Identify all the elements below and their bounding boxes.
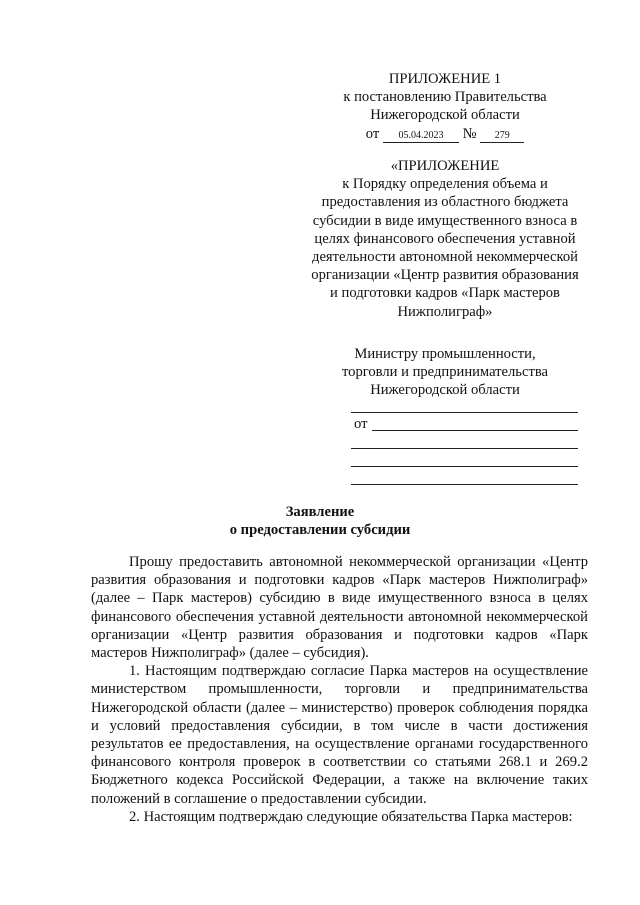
addressee-line: Нижегородской области bbox=[370, 382, 520, 399]
body-paragraph: Прошу предоставить автономной некоммерческой организации «Центр развития образования и подготовки кадров «Парк мастеров Нижполиграф» (далее – Парк мастеров) субсидию в виде имущественного взноса в целях финансового обеспечения уставной деятельности автономной некоммерческой организации «Центр развития образования и подготовки кадров «Парк мастеров Нижполиграф» (далее – субсидия). bbox=[91, 554, 588, 662]
number-value: 279 bbox=[480, 130, 524, 143]
from-label: от bbox=[354, 416, 368, 432]
document-heading bbox=[0, 503, 640, 539]
inner-appendix-line: Нижполиграф» bbox=[397, 303, 493, 320]
blank-line-5 bbox=[351, 484, 578, 485]
blank-line-3 bbox=[351, 448, 578, 449]
blank-line-1 bbox=[351, 412, 578, 413]
appendix-region-line: Нижегородской области bbox=[370, 107, 520, 124]
inner-appendix-line: предоставления из областного бюджета bbox=[321, 194, 569, 211]
inner-appendix-line: к Порядку определения объема и bbox=[342, 176, 548, 193]
inner-appendix bbox=[300, 157, 590, 321]
inner-appendix-line: и подготовки кадров «Парк мастеров bbox=[330, 285, 560, 302]
inner-appendix-line: организации «Центр развития образования bbox=[311, 267, 579, 284]
number-sign: № bbox=[462, 125, 477, 142]
inner-appendix-line: деятельности автономной некоммерческой bbox=[312, 249, 578, 266]
heading-line-1: Заявление bbox=[285, 504, 355, 520]
appendix-header bbox=[300, 70, 590, 143]
body-paragraph: 1. Настоящим подтверждаю согласие Парка мастеров на осуществление министерством промышленности, торговли и предпринимательства Нижегородской области (далее – министерство) проверок соблюдения порядка и условий предоставления субсидии, в том числе в части достижения результатов ее предоставления, на осуществление органами государственного финансового контроля проверок в соответствии со статьями 268.1 и 269.2 Бюджетного кодекса Российской Федерации, а также на включение таких положений в соглашение о предоставлении субсидии. bbox=[91, 663, 588, 807]
blank-line-4 bbox=[351, 466, 578, 467]
date-value: 05.04.2023 bbox=[383, 130, 459, 143]
inner-appendix-line: целях финансового обеспечения уставной bbox=[314, 230, 576, 247]
date-prefix: от bbox=[365, 125, 380, 142]
body-paragraph: 2. Настоящим подтверждаю следующие обязательства Парка мастеров: bbox=[129, 808, 573, 825]
appendix-resolution-line: к постановлению Правительства bbox=[343, 89, 547, 106]
addressee-line: Министру промышленности, bbox=[354, 346, 536, 362]
blank-line-2 bbox=[372, 430, 578, 431]
document-body bbox=[91, 553, 588, 826]
addressee-line: торговли и предпринимательства bbox=[341, 364, 548, 381]
inner-appendix-line: субсидии в виде имущественного взноса в bbox=[312, 212, 578, 229]
appendix-title: ПРИЛОЖЕНИЕ 1 bbox=[388, 71, 502, 87]
heading-line-2: о предоставлении субсидии bbox=[229, 522, 411, 539]
addressee-block bbox=[300, 345, 590, 400]
inner-appendix-line: «ПРИЛОЖЕНИЕ bbox=[390, 158, 500, 174]
appendix-date-line bbox=[300, 125, 590, 143]
